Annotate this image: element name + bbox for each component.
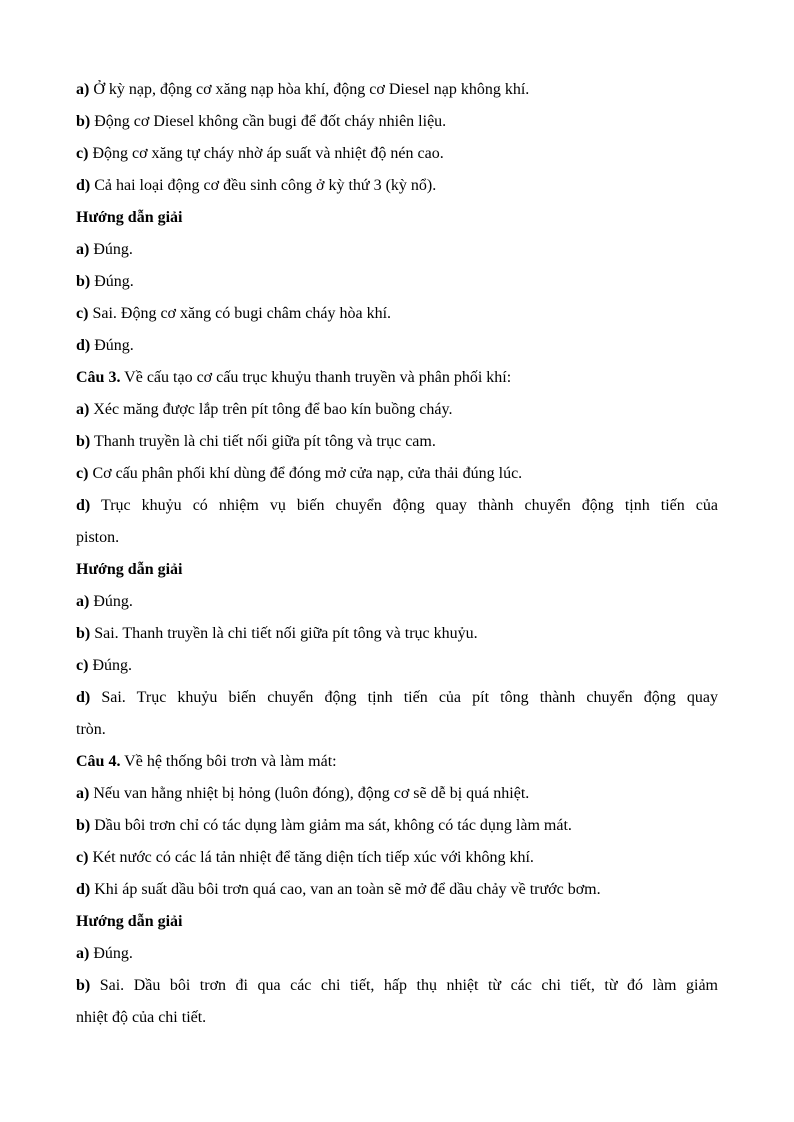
item-label: a) [76,401,90,418]
question-3 [76,362,718,394]
item-text: Đúng. [89,593,133,610]
item-text: Nếu van hằng nhiệt bị hỏng (luôn đóng), động cơ sẽ dễ bị quá nhiệt. [89,785,530,802]
answer-b-continuation: nhiệt độ của chi tiết. [76,1009,207,1026]
item-text: Ở kỳ nạp, động cơ xăng nạp hòa khí, động cơ Diesel nạp không khí. [89,81,530,98]
item-label: b) [76,433,91,450]
answer-a [76,586,718,618]
statement-c [76,138,718,170]
question-label: Câu 3. [76,369,121,386]
statement-b [76,810,718,842]
item-text: Sai. Trục khuỷu biến chuyển động tịnh tiến của pít tông thành chuyển động quay [90,689,718,706]
question-text: Về cấu tạo cơ cấu trục khuỷu thanh truyền và phân phối khí: [120,369,512,386]
item-text: Sai. Dầu bôi trơn đi qua các chi tiết, hấp thụ nhiệt từ các chi tiết, từ đó làm giảm [90,977,718,994]
answer-c [76,298,718,330]
question-text: Về hệ thống bôi trơn và làm mát: [120,753,337,770]
item-text: Đúng. [88,657,132,674]
item-text: Két nước có các lá tản nhiệt để tăng diện tích tiếp xúc với không khí. [88,849,534,866]
item-text: Đúng. [90,337,134,354]
item-text: Sai. Thanh truyền là chi tiết nối giữa pít tông và trục khuỷu. [90,625,478,642]
answer-d-continuation: tròn. [76,721,106,738]
item-label: d) [76,881,91,898]
guide-heading: Hướng dẫn giải [76,561,183,578]
item-label: c) [76,145,89,162]
item-label: c) [76,849,89,866]
answer-d [76,682,718,714]
answer-a [76,234,718,266]
item-label: b) [76,273,91,290]
answer-b [76,266,718,298]
item-text: Động cơ Diesel không cần bugi để đốt cháy nhiên liệu. [90,113,447,130]
item-label: b) [76,625,91,642]
item-label: c) [76,657,89,674]
answer-b [76,970,718,1002]
statement-b [76,426,718,458]
item-label: a) [76,81,90,98]
statement-a [76,778,718,810]
item-text: Đúng. [89,945,133,962]
document-page [76,74,718,1034]
statement-a [76,394,718,426]
item-text: Sai. Động cơ xăng có bugi châm cháy hòa khí. [88,305,392,322]
statement-b [76,106,718,138]
item-text: Dầu bôi trơn chỉ có tác dụng làm giảm ma sát, không có tác dụng làm mát. [90,817,572,834]
item-text: Động cơ xăng tự cháy nhờ áp suất và nhiệt độ nén cao. [88,145,444,162]
item-label: d) [76,497,91,514]
answer-a [76,938,718,970]
answer-c [76,650,718,682]
guide-heading: Hướng dẫn giải [76,209,183,226]
question-label: Câu 4. [76,753,121,770]
item-label: b) [76,977,91,994]
item-text: Đúng. [89,241,133,258]
item-text: Trục khuỷu có nhiệm vụ biến chuyển động quay thành chuyển động tịnh tiến của [90,497,718,514]
item-label: c) [76,305,89,322]
item-label: a) [76,593,90,610]
item-label: a) [76,785,90,802]
item-label: a) [76,241,90,258]
item-label: c) [76,465,89,482]
item-text: Xéc măng được lắp trên pít tông để bao kín buồng cháy. [89,401,453,418]
answer-b [76,618,718,650]
item-label: b) [76,817,91,834]
item-text: Cơ cấu phân phối khí dùng để đóng mở cửa nạp, cửa thải đúng lúc. [88,465,523,482]
statement-d-continuation: piston. [76,529,120,546]
item-label: b) [76,113,91,130]
item-label: a) [76,945,90,962]
statement-c [76,842,718,874]
statement-d [76,874,718,906]
item-text: Đúng. [90,273,134,290]
statement-d [76,170,718,202]
statement-c [76,458,718,490]
item-label: d) [76,177,91,194]
question-4 [76,746,718,778]
answer-d [76,330,718,362]
guide-heading: Hướng dẫn giải [76,913,183,930]
statement-d [76,490,718,522]
item-text: Thanh truyền là chi tiết nối giữa pít tông và trục cam. [90,433,436,450]
item-text: Cả hai loại động cơ đều sinh công ở kỳ thứ 3 (kỳ nổ). [90,177,437,194]
statement-a [76,74,718,106]
item-label: d) [76,689,91,706]
item-label: d) [76,337,91,354]
item-text: Khi áp suất dầu bôi trơn quá cao, van an toàn sẽ mở để dầu chảy về trước bơm. [90,881,601,898]
